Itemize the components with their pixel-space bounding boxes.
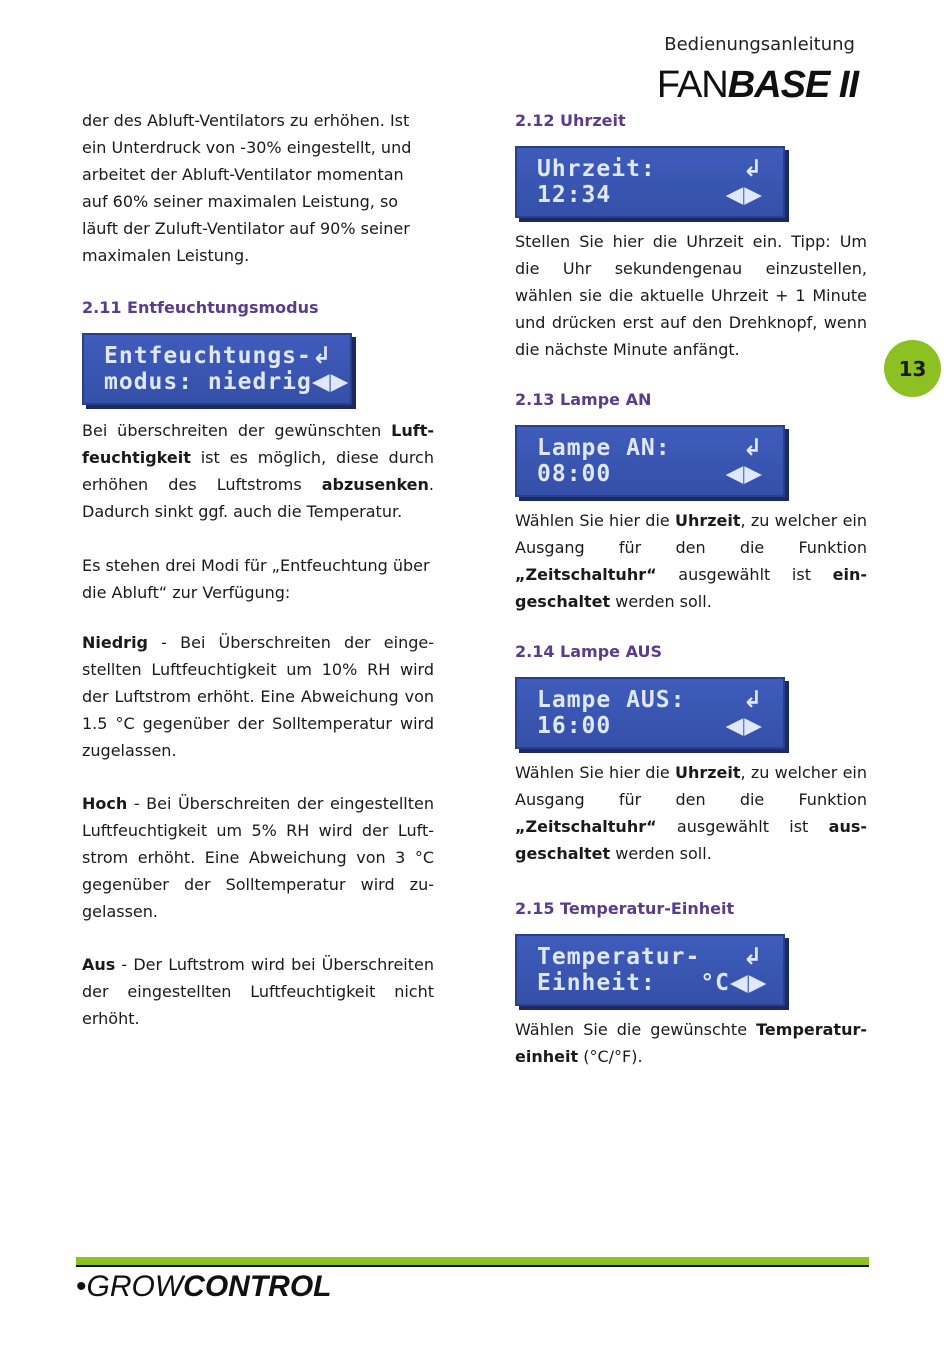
left-column bbox=[82, 107, 434, 1032]
section-heading-2-13: 2.13 Lampe AN bbox=[515, 390, 652, 409]
lcd-line-1: Lampe AN: bbox=[537, 435, 671, 461]
lcd-line-2: Einheit: °C bbox=[537, 970, 731, 996]
lcd-display-lampe-an bbox=[515, 425, 785, 497]
page-number-badge: 13 bbox=[884, 340, 941, 397]
paragraph-temperatur-einheit: Wählen Sie die gewünschte Temperatureinheit (°C/°F). bbox=[515, 1020, 867, 1066]
lcd-line-1: Temperatur- bbox=[537, 944, 701, 970]
left-right-arrows-icon: ◀▶ bbox=[725, 713, 763, 739]
paragraph-lampe-an: Wählen Sie hier die Uhrzeit, zu welcher ein Ausgang für den die Funktion „Zeitschaltuhr“ ausgewählt ist eingeschaltet werden soll. bbox=[515, 511, 868, 611]
intro-paragraph: der des Abluft-Ventilators zu erhöhen. Ist ein Unterdruck von -30% eingestellt, und arbeitet der Abluft-Ventilator momentan auf 60% seiner maximalen Leistung, so läuft der Zuluft-Ventilator auf 90% seiner maximalen Leistung. bbox=[82, 111, 412, 265]
lcd-line-1: Entfeuchtungs- bbox=[104, 343, 312, 369]
paragraph-modi: Es stehen drei Modi für „Entfeuchtung über die Abluft“ zur Verfügung: bbox=[82, 556, 430, 602]
fanbase-logo: FANBASE II bbox=[656, 64, 858, 106]
left-right-arrows-icon: ◀▶ bbox=[311, 369, 350, 395]
mode-aus: Aus - Der Luftstrom wird bei Überschreiten der eingestellten Luftfeuchtigkeit nicht erhöht. bbox=[82, 955, 434, 1028]
section-heading-2-15: 2.15 Temperatur-Einheit bbox=[515, 899, 735, 918]
paragraph-luftfeuchtigkeit: Bei überschreiten der gewünschten Luftfeuchtigkeit ist es möglich, diese durch erhöhen des Luftstroms abzusenken. Dadurch sinkt ggf. auch die Temperatur. bbox=[82, 421, 434, 521]
lcd-display-lampe-aus bbox=[515, 677, 785, 749]
lcd-display-entfeuchtung bbox=[82, 333, 352, 405]
footer-divider bbox=[76, 1265, 869, 1267]
paragraph-uhrzeit: Stellen Sie hier die Uhrzeit ein. Tipp: Um die Uhr sekundengenau einzustellen, wählen sie die aktuelle Uhrzeit + 1 Minute und drücken erst auf den Drehknopf, wenn die nächste Minute anfängt. bbox=[515, 232, 867, 359]
lcd-line-2: modus: niedrig bbox=[104, 369, 312, 395]
left-right-arrows-icon: ◀▶ bbox=[730, 970, 768, 996]
enter-icon: ↲ bbox=[311, 343, 333, 369]
paragraph-lampe-aus: Wählen Sie hier die Uhrzeit, zu welcher ein Ausgang für den die Funktion „Zeitschaltuhr“ ausgewählt ist ausgeschaltet werden soll. bbox=[515, 763, 868, 863]
mode-niedrig: Niedrig - Bei Überschreiten der eingestellten Luftfeuchtigkeit um 10% RH wird der Luftstrom erhöht. Eine Abweichung von 1.5 °C gegenüber der Solltemperatur wird zugelassen. bbox=[82, 633, 434, 760]
section-heading-2-14: 2.14 Lampe AUS bbox=[515, 642, 662, 661]
lcd-line-2: 08:00 bbox=[537, 461, 612, 487]
enter-icon: ↲ bbox=[742, 435, 763, 461]
lcd-line-2: 12:34 bbox=[537, 182, 612, 208]
enter-icon: ↲ bbox=[742, 944, 763, 970]
right-column bbox=[515, 107, 867, 1070]
left-right-arrows-icon: ◀▶ bbox=[725, 182, 763, 208]
manual-title: Bedienungsanleitung bbox=[664, 34, 855, 55]
lcd-line-2: 16:00 bbox=[537, 713, 612, 739]
enter-icon: ↲ bbox=[742, 156, 763, 182]
lcd-line-1: Uhrzeit: bbox=[537, 156, 656, 182]
enter-icon: ↲ bbox=[742, 687, 763, 713]
lcd-display-uhrzeit bbox=[515, 146, 785, 218]
footer-green-bar bbox=[76, 1257, 869, 1265]
mode-hoch: Hoch - Bei Überschreiten der eingestellten Luftfeuchtigkeit um 5% RH wird der Luftstrom erhöht. Eine Abweichung von 3 °C gegenüber der Solltemperatur wird zugelassen. bbox=[82, 794, 434, 921]
growcontrol-logo: •GROWCONTROL bbox=[76, 1270, 332, 1303]
lcd-display-temperatur-einheit bbox=[515, 934, 785, 1006]
section-heading-2-11: 2.11 Entfeuchtungsmodus bbox=[82, 298, 319, 317]
left-right-arrows-icon: ◀▶ bbox=[725, 461, 763, 487]
lcd-line-1: Lampe AUS: bbox=[537, 687, 686, 713]
section-heading-2-12: 2.12 Uhrzeit bbox=[515, 111, 626, 130]
